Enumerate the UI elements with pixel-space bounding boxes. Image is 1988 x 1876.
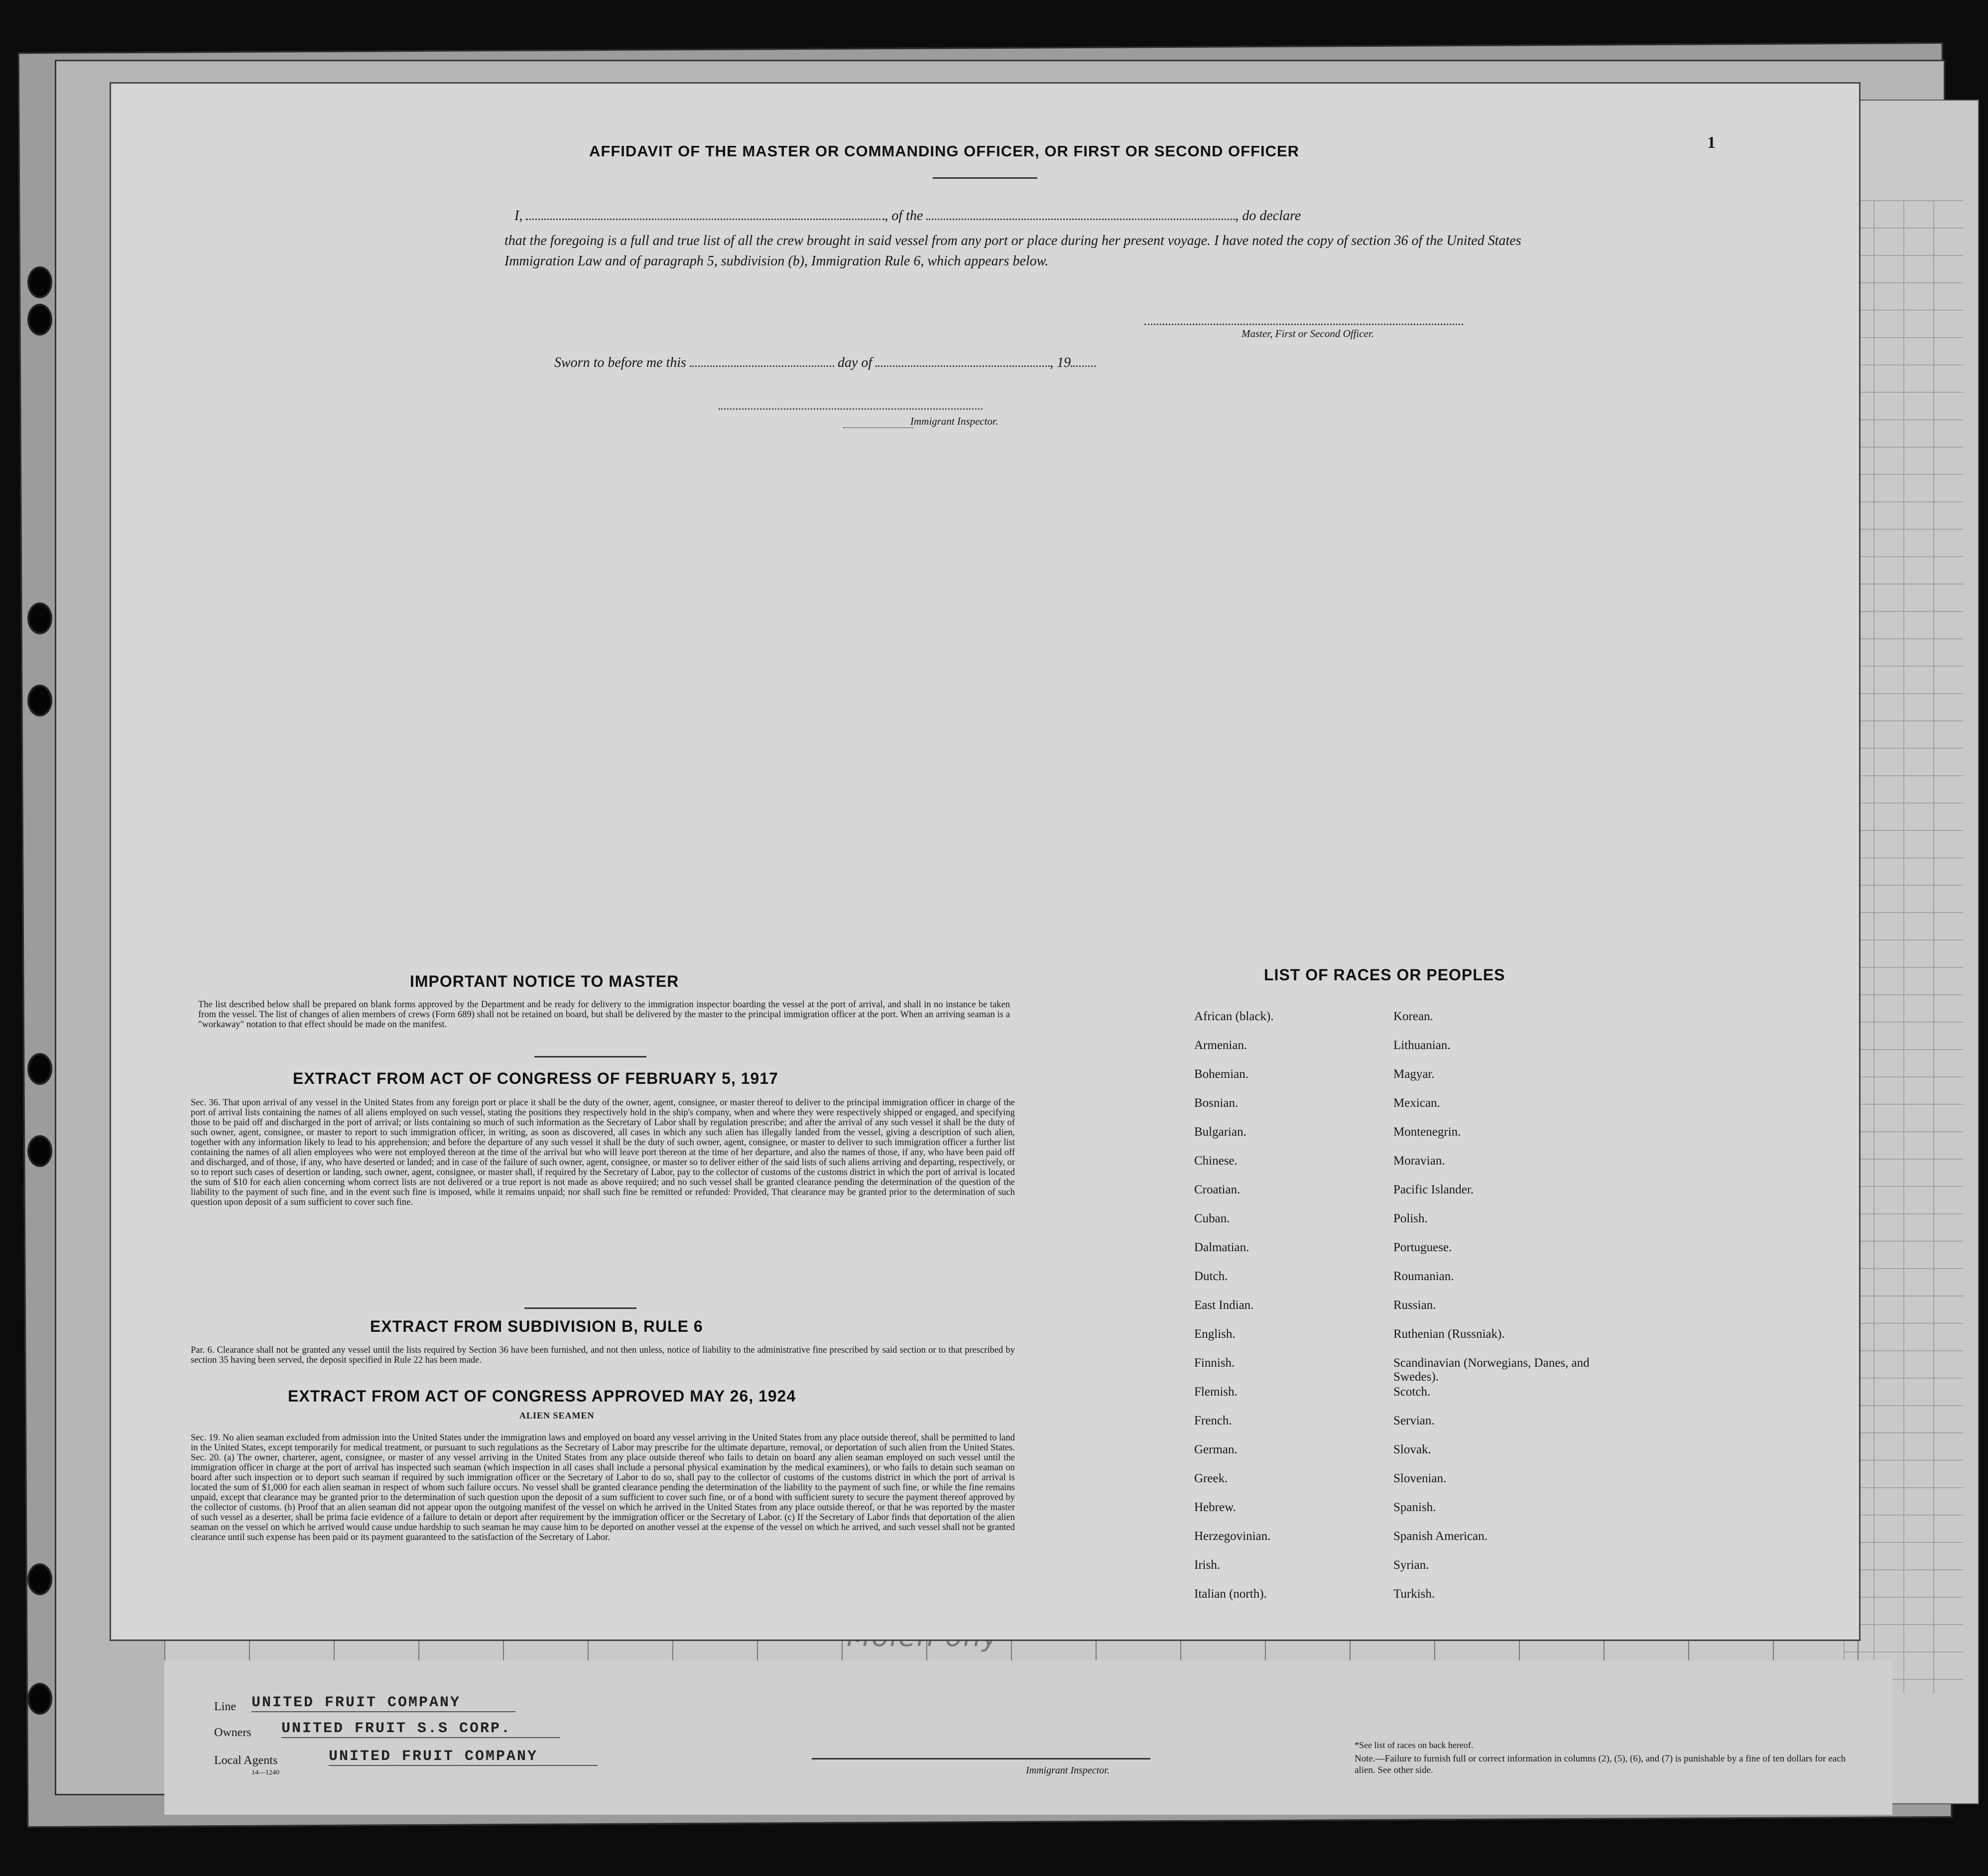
alien-seamen-subheading: ALIEN SEAMEN — [519, 1410, 595, 1420]
manifest-footer — [164, 1660, 1892, 1815]
do-declare-label: , do declare — [1235, 208, 1301, 224]
race-left: Hebrew. — [1194, 1501, 1236, 1514]
binder-hole-icon — [27, 266, 52, 298]
binder-hole-icon — [27, 1683, 52, 1715]
race-left: Croatian. — [1194, 1183, 1241, 1196]
race-row — [1194, 1356, 1603, 1385]
line-label: Line — [214, 1700, 236, 1713]
race-row — [1194, 1183, 1603, 1212]
race-right: Spanish. — [1393, 1501, 1436, 1514]
notice-heading: IMPORTANT NOTICE TO MASTER — [410, 972, 679, 990]
race-right: Russian. — [1393, 1298, 1436, 1312]
race-left: French. — [1194, 1414, 1232, 1427]
race-left: Armenian. — [1194, 1039, 1247, 1052]
race-row — [1194, 1067, 1603, 1096]
name-field[interactable] — [526, 219, 884, 220]
title-rule — [933, 177, 1037, 179]
extract-1917-text: Sec. 36. That upon arrival of any vessel in the United States from any foreign port or place it shall be the duty of the owner, agent, consignee, or master thereof to deliver to the principal immigration officer in charge of the port of arrival lists containing the names of all aliens employed on such vessel, stating the positions they respectively hold in the ship's company, when and where they were respectively shipped or engaged, and specifying those to be paid off and discharged in the port of arrival; or lists containing so much of such information as the Secretary of Labor shall by regulation prescribe; and after the arrival of any such vessel it shall be the duty of such owner, agent, consignee, or master to report to such immigration officer, in writing, as soon as discovered, all cases in which any such alien has illegally landed from the vessel, giving a description of such alien, together with any information likely to lead to his apprehension; and before the departure of any such vessel it shall be the duty of such owner, agent, consignee, or master to deliver to such immigration officer a further list containing the names of all alien employees who were not employed thereon at the time of the arrival but who will leave port thereon at the time of her departure, and also the names of those, if any, who have been paid off and discharged, and of those, if any, who have deserted or landed; and in case of the failure of such owner, agent, consignee, or master so to deliver either of the said lists of such aliens arriving and departing, respectively, or so to report such cases of desertion or landing, such owner, agent, consignee, or master shall, if required by the Secretary of Labor, pay to the collector of customs of the customs district in which the port of arrival is located the sum of $10 for each alien concerning whom correct lists are not delivered or a true report is not made as above required; and no such vessel shall be granted clearance pending the determination of the question of the liability to the payment of such fine, and in the event such fine is imposed, while it remains unpaid; nor shall such fine be remitted or refunded: Provided, That clearance may be granted prior to the determination of such question upon deposit of a sum sufficient to cover such fine. — [191, 1098, 1015, 1207]
of-the-label: , of the — [884, 208, 923, 224]
extract-rule6-heading: EXTRACT FROM SUBDIVISION B, RULE 6 — [370, 1317, 703, 1335]
owners-value: UNITED FRUIT S.S CORP. — [281, 1720, 560, 1738]
binder-hole-icon — [27, 685, 52, 716]
inspector-signature-line-top[interactable] — [719, 408, 983, 410]
inspector-caption-bottom: Immigrant Inspector. — [1026, 1765, 1110, 1776]
race-right: Moravian. — [1393, 1154, 1445, 1168]
races-heading: LIST OF RACES OR PEOPLES — [1264, 966, 1505, 984]
extract-1917-heading: EXTRACT FROM ACT OF CONGRESS OF FEBRUARY 5, 1917 — [293, 1069, 778, 1087]
extract-rule6-text: Par. 6. Clearance shall not be granted any vessel until the lists required by Section 36 have been furnished, and not then unless, notice of liability to the administrative fine prescribed by said section or to that prescribed by section 35 having been served, the deposit specified in Rule 22 has been made. — [191, 1345, 1015, 1365]
sworn-day-field[interactable] — [690, 365, 834, 367]
race-row — [1194, 1154, 1603, 1183]
race-left: German. — [1194, 1443, 1238, 1456]
affidavit-sheet — [110, 82, 1861, 1641]
fine-note: Note.—Failure to furnish full or correct information in columns (2), (5), (6), and (7) is punishable by a fine of ten dollars for each alien. See other side. — [1355, 1754, 1846, 1775]
race-right: Pacific Islander. — [1393, 1183, 1474, 1196]
race-left: Dutch. — [1194, 1270, 1228, 1283]
race-right: Lithuanian. — [1393, 1039, 1451, 1052]
race-row — [1194, 1241, 1603, 1270]
races-footnote: *See list of races on back hereof. — [1355, 1740, 1474, 1750]
race-right: Polish. — [1393, 1212, 1428, 1225]
race-left: Bosnian. — [1194, 1096, 1239, 1110]
inspector-signature-line — [812, 1758, 1150, 1759]
race-right: Slovenian. — [1393, 1472, 1447, 1485]
race-left: Bohemian. — [1194, 1067, 1249, 1081]
year-prefix: , 19 — [1050, 355, 1071, 370]
race-right: Turkish. — [1393, 1587, 1435, 1601]
ledger-grid — [1844, 200, 1963, 1694]
sworn-label: Sworn to before me this — [554, 355, 686, 370]
extract-1924-heading: EXTRACT FROM ACT OF CONGRESS APPROVED MAY 26, 1924 — [288, 1387, 796, 1405]
race-left: Herzegovinian. — [1194, 1529, 1271, 1543]
master-caption: Master, First or Second Officer. — [1242, 328, 1374, 340]
rule-2 — [524, 1307, 636, 1309]
race-row — [1194, 1587, 1603, 1616]
owners-label: Owners — [214, 1726, 251, 1739]
vessel-field[interactable] — [926, 219, 1235, 220]
race-row — [1194, 1327, 1603, 1356]
race-right: Spanish American. — [1393, 1529, 1488, 1543]
i-label: I, — [514, 208, 523, 224]
affidavit-body: that the foregoing is a full and true list of all the crew brought in said vessel from any port or place during her present voyage. I have noted the copy of section 36 of the United States Immigration Law and of paragraph 5, subdivision (b), Immigration Rule 6, which appears below. — [504, 233, 1521, 269]
corner-mark: 1 — [1707, 133, 1716, 152]
binder-hole-icon — [27, 602, 52, 634]
rule-1 — [534, 1056, 646, 1057]
binder-hole-icon — [27, 1563, 52, 1595]
local-agents-value: UNITED FRUIT COMPANY — [329, 1748, 598, 1766]
binder-hole-icon — [27, 1135, 52, 1167]
race-right: Portuguese. — [1393, 1241, 1452, 1254]
line-value: UNITED FRUIT COMPANY — [251, 1694, 515, 1712]
race-row — [1194, 1501, 1603, 1529]
race-left: Greek. — [1194, 1472, 1228, 1485]
race-right: Syrian. — [1393, 1558, 1429, 1572]
race-right: Mexican. — [1393, 1096, 1440, 1110]
race-row — [1194, 1096, 1603, 1125]
race-right: Korean. — [1393, 1010, 1433, 1023]
inspector-short-line — [843, 427, 913, 428]
race-right: Magyar. — [1393, 1067, 1435, 1081]
race-left: Cuban. — [1194, 1212, 1230, 1225]
affidavit-first-line — [514, 208, 1575, 224]
race-row — [1194, 1298, 1603, 1327]
race-row — [1194, 1212, 1603, 1241]
race-row — [1194, 1529, 1603, 1558]
race-right: Slovak. — [1393, 1443, 1431, 1456]
form-number: 14—1240 — [251, 1769, 279, 1776]
race-row — [1194, 1270, 1603, 1298]
race-left: Flemish. — [1194, 1385, 1238, 1399]
inspector-caption: Immigrant Inspector. — [910, 415, 998, 427]
race-left: African (black). — [1194, 1010, 1274, 1023]
race-left: Irish. — [1194, 1558, 1221, 1572]
race-row — [1194, 1385, 1603, 1414]
race-left: Bulgarian. — [1194, 1125, 1246, 1139]
race-row — [1194, 1039, 1603, 1067]
race-left: Chinese. — [1194, 1154, 1238, 1168]
race-row — [1194, 1472, 1603, 1501]
race-right: Ruthenian (Russniak). — [1393, 1327, 1505, 1341]
race-left: East Indian. — [1194, 1298, 1254, 1312]
race-left: Dalmatian. — [1194, 1241, 1249, 1254]
race-right: Scotch. — [1393, 1385, 1431, 1399]
affidavit-title: AFFIDAVIT OF THE MASTER OR COMMANDING OFFICER, OR FIRST OR SECOND OFFICER — [589, 142, 1300, 160]
binder-hole-icon — [27, 304, 52, 336]
race-row — [1194, 1443, 1603, 1472]
race-left: Finnish. — [1194, 1356, 1235, 1370]
race-row — [1194, 1558, 1603, 1587]
master-signature-line[interactable] — [1144, 324, 1463, 325]
race-left: Italian (north). — [1194, 1587, 1267, 1601]
race-row — [1194, 1414, 1603, 1443]
local-agents-label: Local Agents — [214, 1754, 278, 1767]
binder-hole-icon — [27, 1053, 52, 1085]
sworn-line — [554, 355, 1096, 371]
race-right: Scandinavian (Norwegians, Danes, and Swedes). — [1393, 1356, 1590, 1384]
race-right: Servian. — [1393, 1414, 1435, 1427]
race-right: Montenegrin. — [1393, 1125, 1461, 1139]
day-of-label: day of — [837, 355, 872, 370]
race-left: English. — [1194, 1327, 1236, 1341]
race-right: Roumanian. — [1393, 1270, 1454, 1283]
sworn-year-field[interactable] — [1071, 365, 1096, 367]
notice-text: The list described below shall be prepared on blank forms approved by the Department and be ready for delivery to the immigration inspector boarding the vessel at the port of arrival, and shall in no instance be taken from the vessel. The list of changes of alien members of crews (Form 689) shall not be retained on board, but shall be delivered by the master to the principal immigration officer at the port. When an arriving seaman is a "workaway" notation to that effect should be made on the manifest. — [198, 1000, 1010, 1030]
extract-1924-text: Sec. 19. No alien seaman excluded from admission into the United States under the immigration laws and employed on board any vessel arriving in the United States from any place outside thereof, shall be permitted to land in the United States, except temporarily for medical treatment, or pursuant to such regulations as the Secretary of Labor may prescribe for the ultimate departure, removal, or deportation of such alien from the United States. Sec. 20. (a) The owner, charterer, agent, consignee, or master of any vessel arriving in the United States from any place outside thereof who fails to detain on board any alien seaman employed on such vessel until the immigration officer in charge at the port of arrival has inspected such seaman (which inspection in all cases shall include a personal physical examination by the medical examiners), or who fails to detain such seaman on board after such inspection or to deport such seaman if required by such immigration officer or the Secretary of Labor to do so, shall pay to the collector of customs of the customs district in which the port of arrival is located the sum of $1,000 for each alien seaman in respect of whom such failure occurs. No vessel shall be granted clearance pending the determination of the liability to the payment of such fine, or while the fine remains unpaid, except that clearance may be granted prior to the determination of such question upon the deposit of a sum sufficient to cover such fine, or of a bond with sufficient surety to secure the payment thereof approved by the collector of customs. (b) Proof that an alien seaman did not appear upon the outgoing manifest of the vessel on which he arrived in the United States from any place outside thereof, or that he was reported by the master of such vessel as a deserter, shall be prima facie evidence of a failure to detain or deport after requirement by the immigration officer or the Secretary of Labor. (c) If the Secretary of Labor finds that deportation of the alien seaman on the vessel on which he arrived would cause undue hardship to such seaman he may cause him to be deported on another vessel at the expense of the vessel on which he arrived, and such vessel shall not be granted clearance until such expense has been paid or its payment guaranteed to the satisfaction of the Secretary of Labor. — [191, 1433, 1015, 1542]
race-row — [1194, 1125, 1603, 1154]
sworn-month-field[interactable] — [875, 365, 1050, 367]
race-row — [1194, 1010, 1603, 1039]
races-table — [1194, 1010, 1603, 1616]
